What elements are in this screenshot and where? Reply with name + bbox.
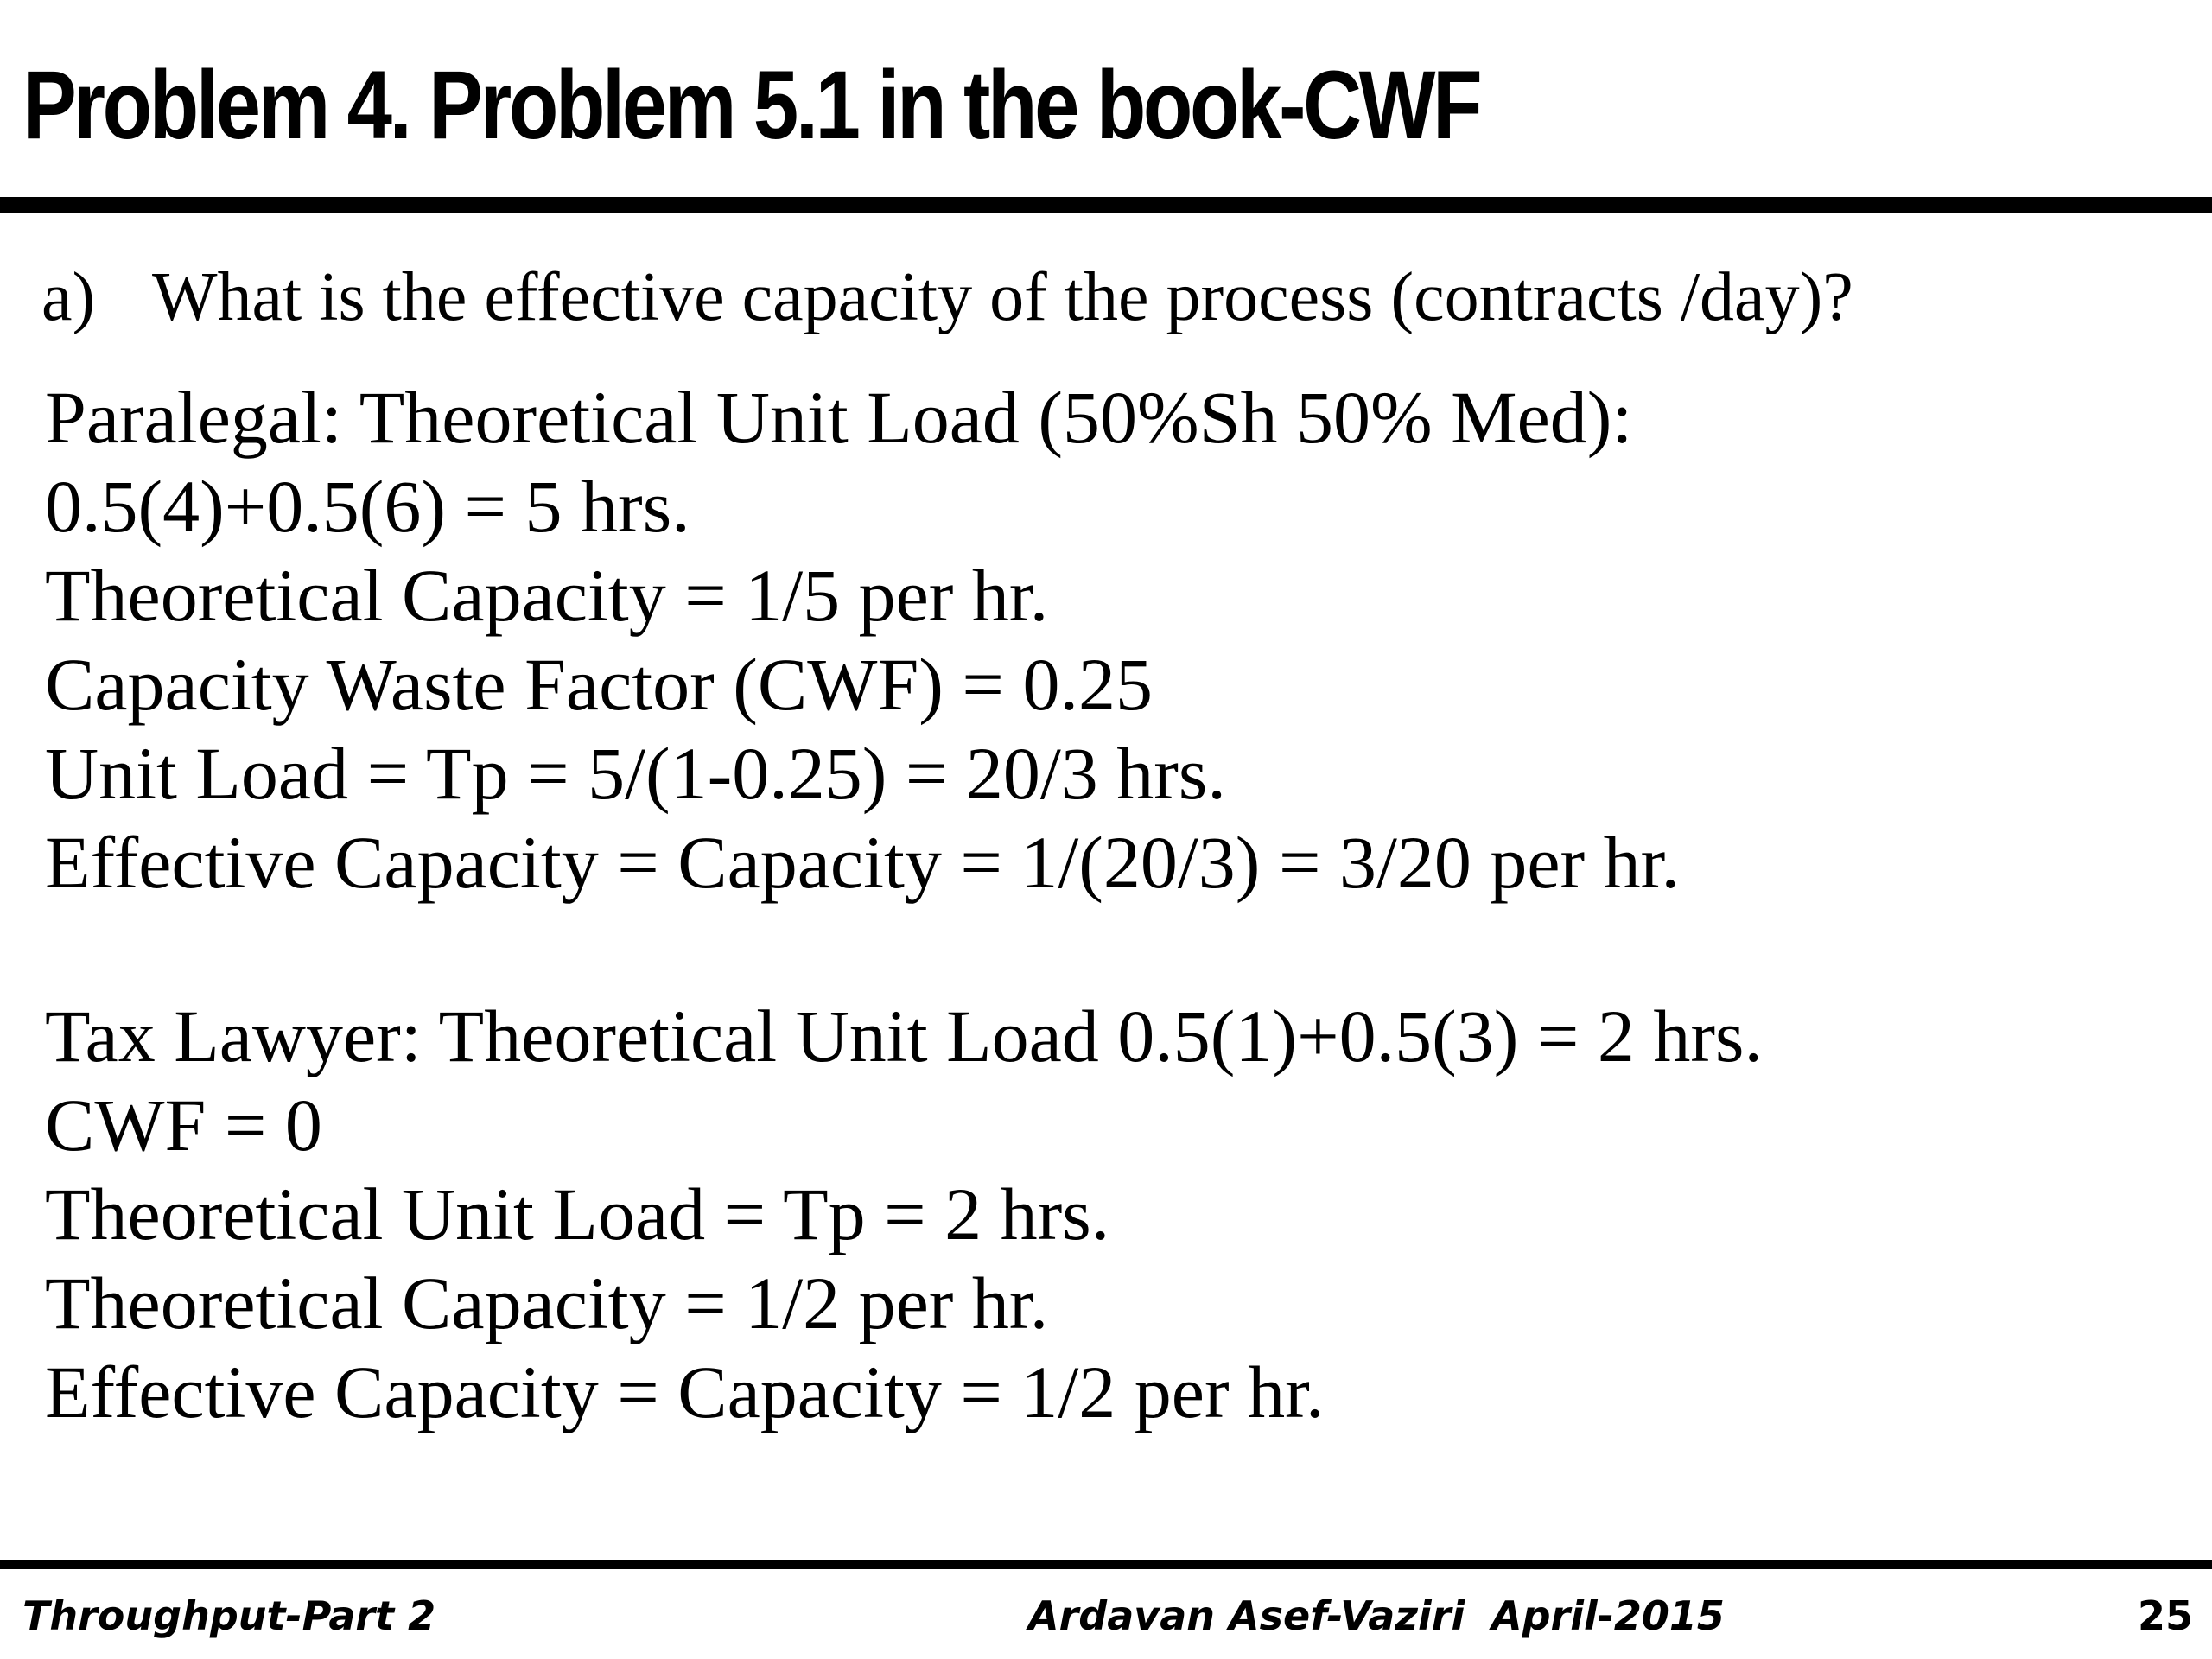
paralegal-line: Effective Capacity = Capacity = 1/(20/3) = 3/20 per hr. bbox=[45, 821, 1681, 904]
tax-lawyer-solution bbox=[45, 992, 1763, 1437]
question-text: What is the effective capacity of the process (contracts /day)? bbox=[152, 259, 1853, 335]
page-number: 25 bbox=[2138, 1592, 2194, 1639]
paralegal-line: 0.5(4)+0.5(6) = 5 hrs. bbox=[45, 465, 690, 548]
tax-lawyer-line: CWF = 0 bbox=[45, 1084, 322, 1166]
title-divider bbox=[0, 197, 2212, 213]
footer-author: Ardavan Asef-Vaziri bbox=[1028, 1592, 1465, 1639]
tax-lawyer-line: Tax Lawyer: Theoretical Unit Load 0.5(1)+0.5(3) = 2 hrs. bbox=[45, 995, 1763, 1077]
question bbox=[41, 252, 1853, 342]
tax-lawyer-line: Effective Capacity = Capacity = 1/2 per hr. bbox=[45, 1351, 1325, 1433]
paralegal-line: Theoretical Capacity = 1/5 per hr. bbox=[45, 554, 1049, 637]
question-label: a) bbox=[41, 259, 96, 335]
tax-lawyer-line: Theoretical Capacity = 1/2 per hr. bbox=[45, 1262, 1049, 1344]
paralegal-solution bbox=[45, 373, 1680, 907]
paralegal-line: Capacity Waste Factor (CWF) = 0.25 bbox=[45, 643, 1153, 726]
tax-lawyer-line: Theoretical Unit Load = Tp = 2 hrs. bbox=[45, 1173, 1110, 1255]
slide-title: Problem 4. Problem 5.1 in the book-CWF bbox=[22, 51, 1480, 159]
footer-date: April-2015 bbox=[1491, 1592, 1725, 1639]
footer-divider bbox=[0, 1560, 2212, 1569]
paralegal-line: Paralegal: Theoretical Unit Load (50%Sh 50% Med): bbox=[45, 376, 1633, 459]
paralegal-line: Unit Load = Tp = 5/(1-0.25) = 20/3 hrs. bbox=[45, 732, 1226, 815]
footer-course-title: Throughput-Part 2 bbox=[22, 1592, 436, 1639]
